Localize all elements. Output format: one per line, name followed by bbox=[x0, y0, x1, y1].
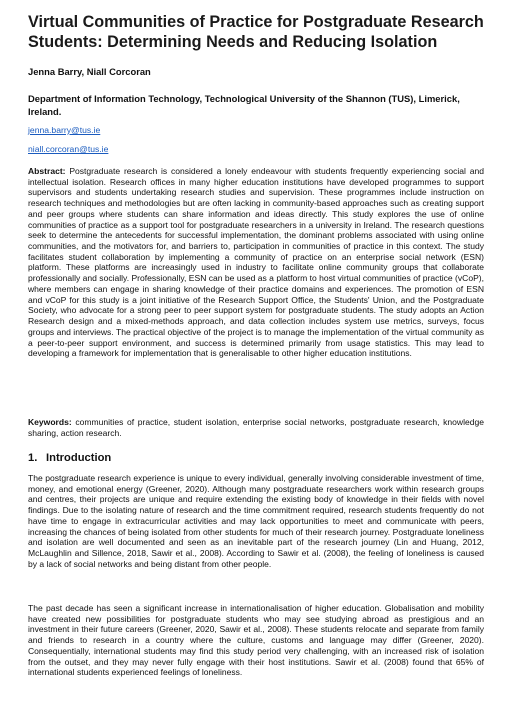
authors: Jenna Barry, Niall Corcoran bbox=[28, 66, 151, 77]
intro-paragraph-1: The postgraduate research experience is unique to every individual, generally involving considerable investment of time, money, and emotional energy (Greener, 2020). Although many postgraduate researchers work within research groups and centres, their projects are unique and require extending the existing body of knowledge in their fields with novel findings. Due to the isolating nature of research and the time commitment required, research students frequently do not have time to engage in extracurricular activities and may lack opportunities to meet and communicate with peers, increasing the chances of being isolated from other students for much of their research journey. Postgraduate loneliness and isolation are well documented and seen as an inevitable part of the research journey (Lin and Huang, 2012, McLaughlin and Sillence, 2018, Sawir et al., 2008). According to Sawir et al. (2008), the feeling of loneliness is caused by a lack of social networks and being distant from other people. bbox=[28, 473, 484, 569]
section-title: Introduction bbox=[46, 452, 112, 464]
abstract-label: Abstract: bbox=[28, 166, 66, 176]
section-number: 1. bbox=[28, 452, 38, 464]
abstract-text: Postgraduate research is considered a lonely endeavour with students frequently experiencing social and intellectual isolation. Research offices in many higher education institutions have developed programmes to support supervisors and students undertaking research studies and supervision. These programmes include instruction on research techniques and methodologies but are often lacking in community-based approaches such as creating support and peer groups where students can share information and ideas directly. This study explores the use of online communities of practice as a support tool for postgraduate researchers in a university in Ireland. The research questions seek to determine the antecedents for successful implementation, the dominant problems associated with using online communities, and the motivators for, and barriers to, participation in communities of practice in this context. The study facilitates student collaboration by implementing a community of practice on an enterprise social network (ESN) platform. These platforms are increasingly used in industry to facilitate online community groups that collaborate professionally and socially. Professionally, ESN can be used as a platform to host virtual communities of practice (vCoP), where members can engage in sharing knowledge of their practice domains and experiences. The promotion of ESN and vCoP for this study is a joint initiative of the Research Support Office, the Students' Union, and the Postgraduate Society, who advocate for a strong peer to peer support system for postgraduate students. The study adopts an Action Research design and a mixed-methods approach, and data collection includes system use metrics, surveys, focus groups and interviews. The practical objective of the project is to manage the implementation of the virtual community as a peer-to-peer support environment, and success is determined primarily from usage statistics. This may lead to developing a framework for implementation that is generalisable to other higher education institutions. bbox=[28, 166, 484, 359]
affiliation: Department of Information Technology, Technological University of the Shannon (TUS), Limerick, Ireland. bbox=[28, 93, 460, 117]
abstract bbox=[28, 166, 484, 359]
paper-title: Virtual Communities of Practice for Postgraduate Research Students: Determining Needs and Reducing Isolation bbox=[28, 13, 484, 51]
keywords-text: communities of practice, student isolation, enterprise social networks, postgraduate research, knowledge sharing, action research. bbox=[28, 417, 484, 438]
section-heading bbox=[28, 452, 111, 464]
keywords-label: Keywords: bbox=[28, 417, 72, 427]
email-link-niall[interactable]: niall.corcoran@tus.ie bbox=[28, 144, 109, 154]
intro-paragraph-2: The past decade has seen a significant increase in internationalisation of higher education. Globalisation and mobility have created new possibilities for postgraduate students who may see studying abroad as prestigious and an investment in their future careers (Greener, 2020, Sawir et al., 2008). These students relocate and separate from family and friends to research in a country where the culture, customs and language may differ (Greener, 2020). Consequentially, international students may find this study period very challenging, with an increased risk of isolation from the outset, and they may never fully engage with their host institutions. Sawir et al. (2008) found that 65% of international students experienced feelings of loneliness. bbox=[28, 603, 484, 678]
keywords bbox=[28, 417, 484, 438]
email-link-jenna[interactable]: jenna.barry@tus.ie bbox=[28, 125, 101, 135]
